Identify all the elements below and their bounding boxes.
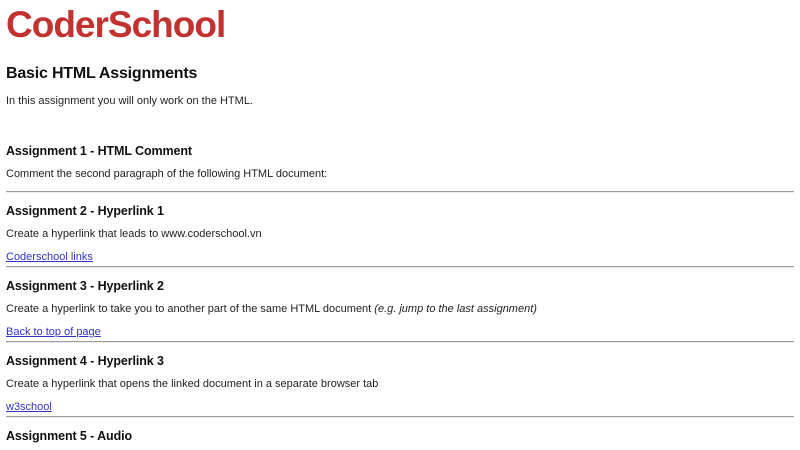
assignment-3-link-row: [6, 326, 794, 339]
w3school-link[interactable]: w3school: [6, 401, 52, 413]
page-title: Basic HTML Assignments: [6, 65, 198, 82]
assignment-2-text: Create a hyperlink that leads to www.coderschool.vn: [6, 228, 262, 240]
assignment-4-text: Create a hyperlink that opens the linked document in a separate browser tab: [6, 378, 379, 390]
back-to-top-link[interactable]: Back to top of page: [6, 326, 101, 338]
coderschool-logo: CoderSchool: [6, 4, 226, 45]
assignment-5-title: Assignment 5 - Audio: [6, 429, 133, 443]
assignment-3-text: [6, 303, 794, 316]
assignment-5-section: [6, 429, 794, 444]
assignment-1-title: Assignment 1 - HTML Comment: [6, 144, 192, 158]
assignment-2-section: [6, 204, 794, 268]
assignments-page: [6, 6, 794, 444]
assignment-1-text: Comment the second paragraph of the following HTML document:: [6, 168, 328, 180]
assignment-1-section: [6, 144, 794, 193]
assignment-4-link-row: [6, 401, 794, 414]
divider: [6, 416, 794, 418]
assignment-3-text-italic: (e.g. jump to the last assignment): [374, 303, 537, 315]
assignment-2-link-row: [6, 251, 794, 264]
assignment-2-title: Assignment 2 - Hyperlink 1: [6, 204, 164, 218]
divider: [6, 191, 794, 193]
assignment-4-section: [6, 354, 794, 418]
assignment-3-section: [6, 279, 794, 343]
assignment-4-title: Assignment 4 - Hyperlink 3: [6, 354, 164, 368]
intro-text: In this assignment you will only work on the HTML.: [6, 95, 253, 107]
divider: [6, 341, 794, 343]
assignment-3-title: Assignment 3 - Hyperlink 2: [6, 279, 164, 293]
coderschool-links-link[interactable]: Coderschool links: [6, 251, 93, 263]
assignment-3-text-main: Create a hyperlink to take you to another part of the same HTML document: [6, 303, 375, 315]
divider: [6, 266, 794, 268]
